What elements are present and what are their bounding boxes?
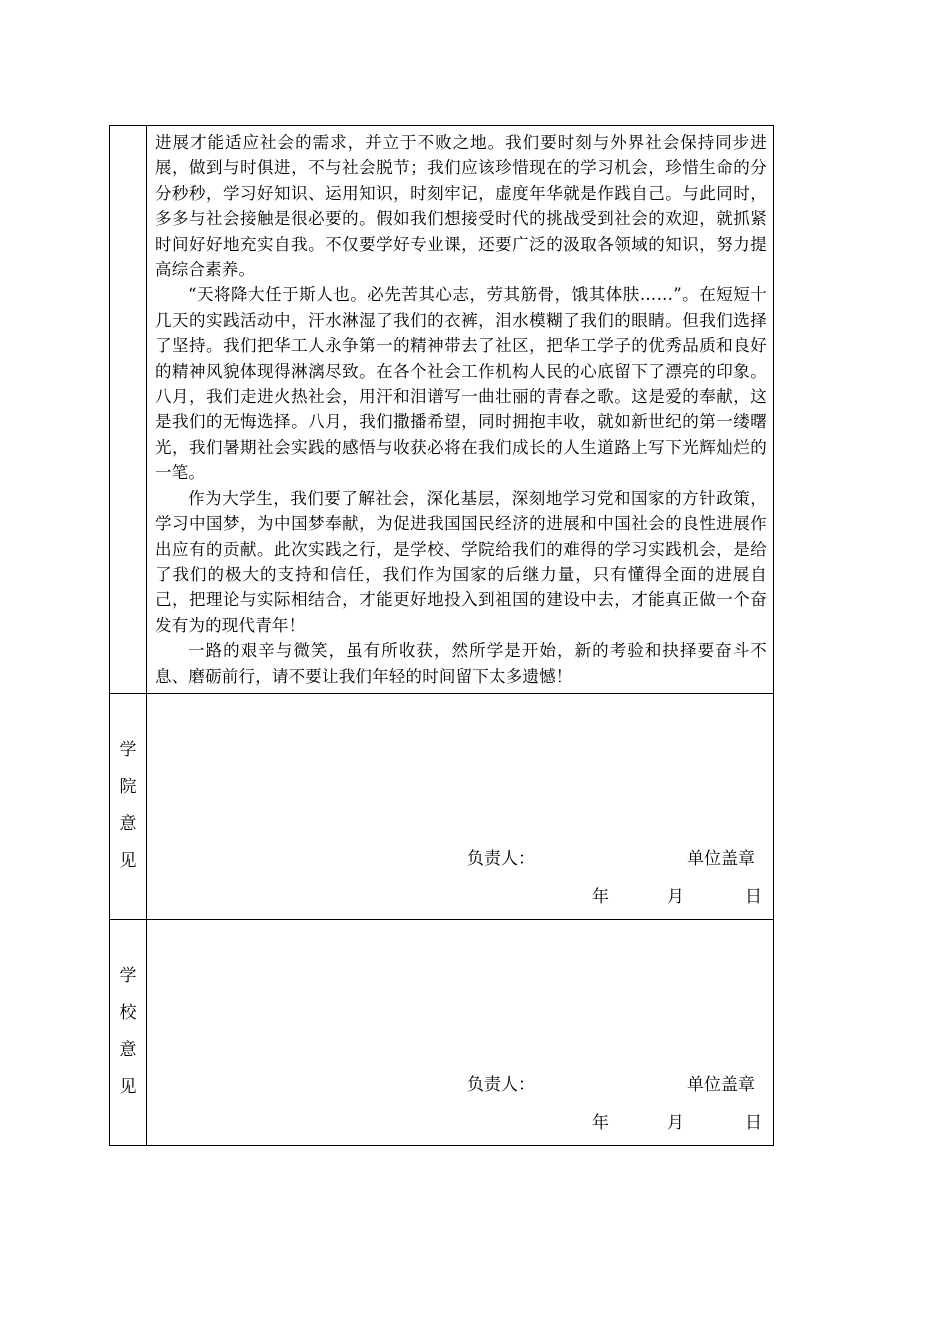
report-paragraph-1: 进展才能适应社会的需求，并立于不败之地。我们要时刻与外界社会保持同步进展，做到与时俱进，不与社会脱节；我们应该珍惜现在的学习机会，珍惜生命的分分秒秒，学习好知识、运用知识，时刻牢记，虚度年华就是作践自己。与此同时，多多与社会接触是很必要的。假如我们想接受时代的挑战受到社会的欢迎，就抓紧时间好好地充实自我。不仅要学好专业课，还要广泛的汲取各领域的知识，努力提高综合素养。 — [155, 133, 767, 280]
school-opinion-row — [110, 919, 774, 1145]
college-year-label: 年 — [592, 886, 609, 907]
school-opinion-label: 学 校 意 见 — [119, 966, 137, 1098]
report-content-row — [110, 126, 774, 694]
report-paragraph-3: 作为大学生，我们要了解社会，深化基层，深刻地学习党和国家的方针政策，学习中国梦，为中国梦奉献，为促进我国国民经济的进展和中国社会的良性进展作出应有的贡献。此次实践之行，是学校、学院给我们的难得的学习实践机会，是给了我们的极大的支持和信任，我们作为国家的后继力量，只有懂得全面的进展自己，把理论与实际相结合，才能更好地投入到祖国的建设中去，才能真正做一个奋发有为的现代青年！ — [155, 488, 767, 635]
report-paragraph-2: “天将降大任于斯人也。必先苦其心志，劳其筋骨，饿其体肤……”。在短短十几天的实践活动中，汗水淋湿了我们的衣裤，泪水模糊了我们的眼睛。但我们选择了坚持。我们把华工人永争第一的精神带去了社区，把华工学子的优秀品质和良好的精神风貌体现得淋漓尽致。在各个社会工作机构人民的心底留下了漂亮的印象。八月，我们走进火热社会，用汗和泪谱写一曲壮丽的青春之歌。这是爱的奉献，这是我们的无悔选择。八月，我们撒播希望，同时拥抱丰收，就如新世纪的第一缕曙光，我们暑期社会实践的感悟与收获必将在我们成长的人生道路上写下光辉灿烂的一笔。 — [155, 285, 767, 483]
report-label-cell — [110, 126, 147, 694]
school-month-label: 月 — [667, 1112, 684, 1133]
school-opinion-field[interactable] — [147, 919, 774, 1145]
college-opinion-field[interactable] — [147, 693, 774, 919]
school-seal-label: 单位盖章 — [687, 1074, 755, 1095]
college-opinion-label: 学 院 意 见 — [119, 740, 137, 872]
college-opinion-label-cell — [110, 693, 147, 919]
school-year-label: 年 — [592, 1112, 609, 1133]
report-paragraph-4: 一路的艰辛与微笑，虽有所收获，然所学是开始，新的考验和抉择要奋斗不息、磨砺前行，请不要让我们年轻的时间留下太多遗憾！ — [155, 641, 767, 686]
college-day-label: 日 — [745, 886, 762, 907]
school-opinion-label-cell — [110, 919, 147, 1145]
school-principal-label: 负责人： — [467, 1074, 535, 1095]
college-month-label: 月 — [667, 886, 684, 907]
college-opinion-row — [110, 693, 774, 919]
college-principal-label: 负责人： — [467, 848, 535, 869]
college-seal-label: 单位盖章 — [687, 848, 755, 869]
school-day-label: 日 — [745, 1112, 762, 1133]
report-content-cell — [147, 126, 774, 694]
practice-report-form — [109, 125, 774, 1146]
